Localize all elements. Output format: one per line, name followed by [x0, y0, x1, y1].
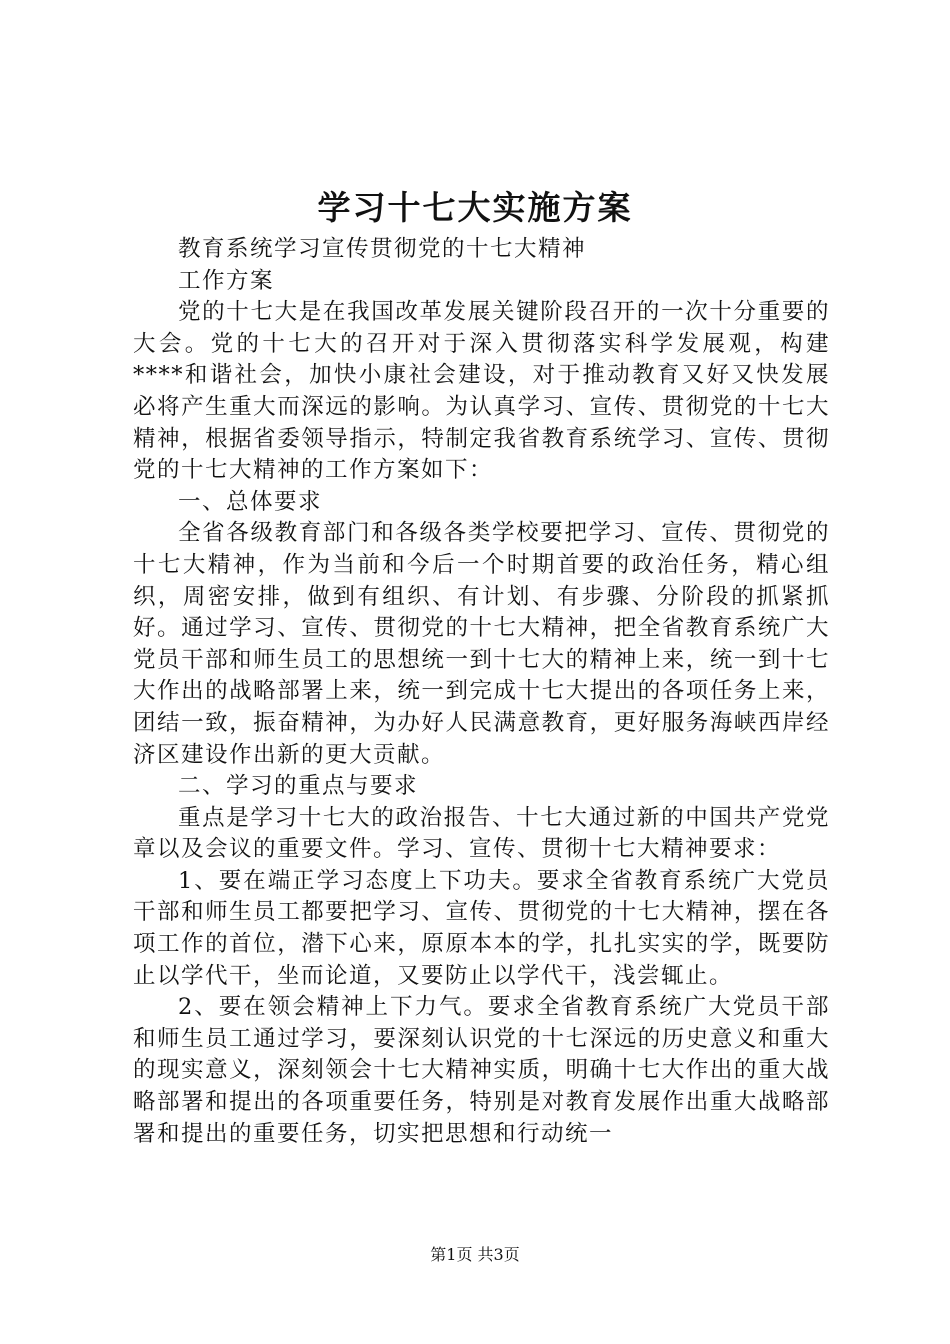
- section-heading-1: 一、总体要求: [178, 488, 323, 515]
- subtitle-line-2: 工作方案: [178, 267, 275, 294]
- section-heading-2: 二、学习的重点与要求: [178, 773, 419, 800]
- section-1-paragraph: 全省各级教育部门和各级各类学校要把学习、宣传、贯彻党的十七大精神，作为当前和今后一个时期首要的政治任务，精心组织，周密安排，做到有组织、有计划、有步骤、分阶段的抓紧抓好。通过学习、宣传、贯彻党的十七大精神，把全省教育系统广大党员干部和师生员工的思想统一到十七大的精神上来，统一到十七大作出的战略部署上来，统一到完成十七大提出的各项任务上来，团结一致，振奋精神，为办好人民满意教育，更好服务海峡西岸经济区建设作出新的更大贡献。: [133, 520, 830, 768]
- requirement-item-2: 2、要在领会精神上下力气。要求全省教育系统广大党员干部和师生员工通过学习，要深刻认识党的十七深远的历史意义和重大的现实意义，深刻领会十七大精神实质，明确十七大作出的重大战略部署和提出的各项重要任务，特别是对教育发展作出重大战略部署和提出的重要任务，切实把思想和行动统一: [133, 994, 830, 1147]
- subtitle-line-1: 教育系统学习宣传贯彻党的十七大精神: [178, 236, 587, 262]
- section-2-paragraph: 重点是学习十七大的政治报告、十七大通过新的中国共产党党章以及会议的重要文件。学习、宣传、贯彻十七大精神要求：: [133, 804, 830, 863]
- page-footer: 第1页 共3页: [430, 1245, 520, 1264]
- document-body: [133, 234, 830, 1150]
- document-title: 学习十七大实施方案: [317, 188, 633, 227]
- requirement-item-1: 1、要在端正学习态度上下功夫。要求全省教育系统广大党员干部和师生员工都要把学习、宣传、贯彻党的十七大精神，摆在各项工作的首位，潜下心来，原原本本的学，扎扎实实的学，既要防止以学代干，坐而论道，又要防止以学代干，浅尝辄止。: [133, 867, 830, 989]
- intro-paragraph: 党的十七大是在我国改革发展关键阶段召开的一次十分重要的大会。党的十七大的召开对于深入贯彻落实科学发展观，构建****和谐社会，加快小康社会建设，对于推动教育又好又快发展必将产生重大而深远的影响。为认真学习、宣传、贯彻党的十七大精神，根据省委领导指示，特制定我省教育系统学习、宣传、贯彻党的十七大精神的工作方案如下：: [133, 299, 830, 484]
